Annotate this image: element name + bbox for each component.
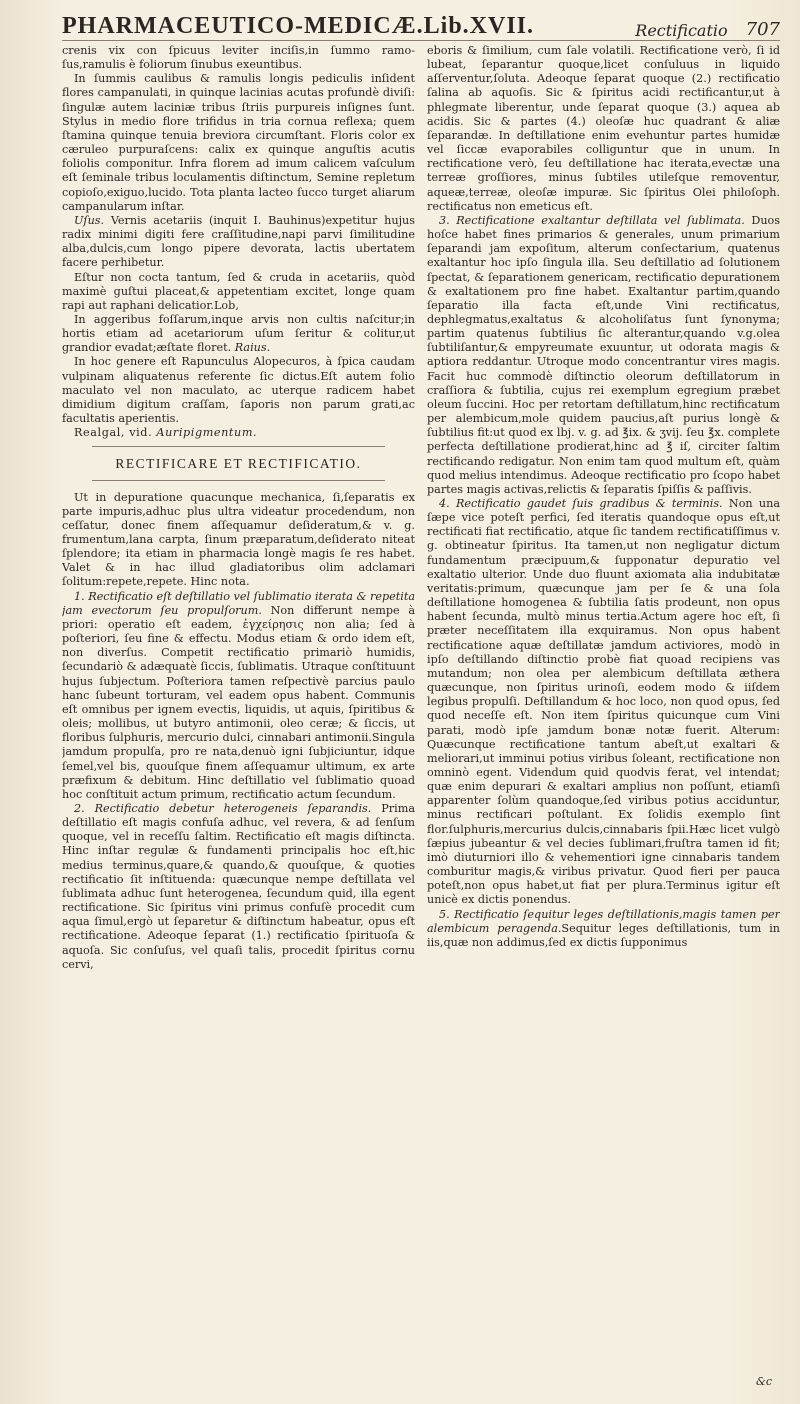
running-head-right <box>635 19 780 40</box>
cross-reference-term: Realgal, vid. <box>74 426 153 440</box>
paragraph <box>62 313 415 355</box>
paragraph-lead: 3. Rectificatione exaltantur deſtillata vel ſublimata. <box>439 213 745 227</box>
paragraph-lead: 4. Rectificatio gaudet ſuis gradibus & terminis. <box>439 497 723 510</box>
page-number: 707 <box>745 19 780 40</box>
left-column <box>62 44 415 1384</box>
paragraph <box>427 497 780 908</box>
paragraph: Eſtur non cocta tantum, ſed & cruda in acetariis, quòd maximè guſtui placeat,& appetentiam excitet, longe quam rapi aut raphani delicatior.Lob, <box>62 270 415 312</box>
paragraph <box>427 214 780 497</box>
paragraph-body: Non differunt nempe à priori: operatio eſt eadem, ἐγχείρησις non alia; ſed à poſteriori, ſeu fine & effectu. Modus etiam & ordo idem eſt, non diverſus. Competit rectificatio primariò humidis, ſecundariò & adæquatè ſiccis, ſublimatis. Utraque conſtituunt hujus ſubjectum. Poſteriora tamen reſpectivè parcius paulo hanc ſubeunt torturam, vel eadem opus habent. Communis eſt omnibus per ignem evectis, liquidis, ut aquis, ſpiritibus & oleis; mollibus, ut butyro antimonii, oleo ceræ; & ſiccis, ut floribus ſulphuris, mercurio dulci, cinnabari antimonii.Singula jamdum propulſa, pro re nata,denuò igni ſubjiciuntur, idque ſemel,vel bis, quouſque finem aſſequamur ultimum, ex arte præfixum & debitum. Hinc deſtillatio vel ſublimatio quoad hoc conſtituit actum primum, rectificatio actum ſecundum. <box>62 603 415 801</box>
cross-reference <box>62 426 415 440</box>
paragraph-body: Sequitur leges deſtillationis, tum in iis,quæ non addimus,ſed ex dictis ſupponimus <box>427 921 780 949</box>
paragraph-lead: Uſus. <box>74 213 105 227</box>
paragraph: In hoc genere eſt Rapunculus Alopecuros, à ſpica caudam vulpinam aliquatenus referente ſic dictus.Eſt autem folio maculato vel non maculato, ac uterque radicem habet dimidium digitum craſſam, ſaporis non parum grati,ac facultatis aperientis. <box>62 355 415 426</box>
paragraph-body: Vernis acetariis (inquit I. Bauhinus)expetitur hujus radix minimi digiti fere craſſitudine,napi parvi ſimilitudine alba,dulcis,cum longo pipere devorata, lactis ubertatem facere perhibetur. <box>62 213 415 270</box>
paragraph-body: Prima deſtillatio eſt magis confuſa adhuc, vel revera, & ad ſenſum quoque, vel in receſſu ſaltim. Rectificatio eſt magis diſtincta. Hinc inſtar regulæ & fundamenti principalis hoc eſt,hic medius terminus,quare,& quando,& quouſque, & quoties rectificatio ſit inſtituenda: quæcunque nempe deſtillata vel ſublimata adhuc ſunt heterogenea, ſecundum quid, illa egent rectificatione. Sic ſpiritus vini primus confuſè procedit cum aqua ſimul,ergò ut ſeparetur & diſtinctum habeatur, opus eſt rectificatione. Adeoque ſeparat (1.) rectificatio ſpirituoſa & aquoſa. Sic conſuſus, vel quaſi talis, procedit ſpiritus cornu cervi, <box>62 801 415 971</box>
paragraph-lead: 2. Rectificatio debetur heterogeneis ſeparandis. <box>74 801 372 815</box>
paragraph: crenis vix con ſpicuus leviter inciſis,in ſummo ramo-ſus,ramulis è foliorum ſinubus exeuntibus. <box>62 44 415 72</box>
paragraph-lead: 5. Rectificatio ſequitur leges deſtillationis,magis tamen per alembicum peragenda. <box>427 907 780 935</box>
paragraph <box>62 590 415 802</box>
running-head <box>62 6 780 41</box>
right-column <box>427 44 780 1384</box>
running-section: Rectificatio <box>635 21 728 40</box>
paragraph-body: In aggeribus foſſarum,inque arvis non cultis naſcitur;in hortis etiam ad acetariorum uſum ſeritur & colitur,ut grandior evadat;æſtate floret. <box>62 312 415 355</box>
section-rule <box>92 446 385 447</box>
running-title: PHARMACEUTICO-MEDICÆ.Lib.XVII. <box>62 13 535 39</box>
paragraph-lead: 1. Rectificatio eſt deſtillatio vel ſublimatio iterata & repetita jam evectorum ſeu propulſorum. <box>62 589 415 617</box>
cross-reference-target: Auripigmentum. <box>152 426 258 440</box>
paragraph-body: Duos hoſce habet fines primarios & generales, unum primarium ſeparandi jam expoſitum, alterum conſectarium, quatenus exaltantur hoc ipſo ſingula illa. Seu deſtillatio ad ſolutionem ſpectat, & ſeparationem genericam, rectificatio depurationem & exaltationem pro fine habet. Exaltantur partim,quando ſeparatio illa facta eſt,unde Vini rectificatus, dephlegmatus,exaltatus & alcoholiſatus ſunt ſynonyma; partim quatenus ſubtilius ſic alterantur,quando v.g.olea ſubtiliſantur,& empyreumate exuuntur, ut odorata magis & aptiora reddantur. Utroque modo concentrantur vires magis. Facit huc commodè diſtinctio oleorum deſtillatorum in craſſiora & ſubtilia, cujus rei exemplum egregium præbet oleum ſuccini. Hoc per retortam deſtillatum,hinc rectificatum per alembicum,mole quidem paucius,aſt purius longè & ſubtilius fit:ut quod ex lbj. v. g. ad ℥ix. & ʒvij. ſeu ℥x. complete perfecta deſtillatione prodierat,hinc ad ℥ iſ, circiter ſaltim rectificando redigatur. Non enim tam quod multum eſt, quàm quod melius intendimus. Adeoque rectificatio pro ſcopo habet partes magis activas,relictis & ſeparatis ſpiſſis & paſſivis. <box>427 213 780 496</box>
paragraph <box>62 214 415 271</box>
paragraph <box>62 802 415 972</box>
text-columns <box>62 44 780 1384</box>
paragraph <box>427 908 780 950</box>
paragraph: In ſummis caulibus & ramulis longis pediculis inſident flores campanulati, in quinque lacinias acutas profundè diviſi: ſingulæ autem laciniæ tribus ſtriis purpureis inſignes ſunt. Stylus in medio flore trifidus in tria cornua reflexa; quem ſtamina quinque tenuia breviora circumſtant. Floris color ex cæruleo purpuraſcens: calix ex quinque anguſtis acutis foliolis componitur. Infra florem ad imum calicem vaſculum eſt ſeminale tribus loculamentis diſtinctum, Semine repletum copioſo,exiguo,lucido. Tota planta lacteo ſucco turget aliarum campanularum inſtar. <box>62 72 415 213</box>
paragraph: eboris & ſimilium, cum ſale volatili. Rectificatione verò, ſi id lubeat, ſeparantur quoque,licet conſuluus in liquido aſſerventur,ſoluta. Adeoque ſeparat quoque (2.) rectificatio ſalina ab aquoſis. Sic & ſpiritus acidi rectificantur,ut à phlegmate liberentur, unde ſeparat quoque (3.) aquea ab acidis. Sic & partes (4.) oleoſæ huc quadrant & aliæ ſeparandæ. In deſtillatione enim evehuntur partes humidæ vel ſiccæ evaporabiles colliguntur que in unum. In rectificatione verò, ſeu deſtillatione hac iterata,evectæ una terreæ groſſiores, minus ſubtiles utileſque removentur, aqueæ,terreæ, oleoſæ impuræ. Sic ſpiritus Olei philoſoph. rectificatus non emeticus eſt. <box>427 44 780 213</box>
paragraph: Ut in depuratione quacunque mechanica, ſi,ſeparatis ex parte impuris,adhuc plus ultra videatur procedendum, non ceſſatur, donec finem aſſequamur deſideratum,& v. g. frumentum,lana carpta, ſinum præparatum,deſiderato niteat ſplendore; ita etiam in pharmacia longè magis ſe res habet. Valet & in hac illud gladiatoribus olim adclamari ſolitum:repete,repete. Hinc nota. <box>62 490 415 589</box>
paragraph-body: Non una ſæpe vice poteſt perfici, ſed iteratis quandoque opus eſt,ut rectificati fiat rectificatio, atque ſic tandem rectificatiſſimus v. g. obtineatur ſpiritus. Ita tamen,ut non negligatur dictum fundamentum præcipuum,& ſupponatur depuratio vel exaltatio ulterior. Unde duo fluunt axiomata alia indubitatæ veritatis:primum, quæcunque jam per ſe & una ſola deſtillatione homogenea & ſubtilia ſatis prodeunt, non opus habent ſecunda, multò minus tertia.Actum agere hoc eſt, ſi præter neceſſitatem illa exquiramus. Non opus habent rectificatione aquæ deſtillatæ jamdum activiores, modò in ipſo deſtillando diſtinctio probè fiat quoad recipiens vas mutandum; non olea per alembicum deſtillata æthera quæcunque, non ſpiritus urinoſi, eodem modo & iiſdem legibus propulſi. Deſtillandum & hoc loco, non quod opus, ſed quod neceſſe eſt. Non item ſpiritus quicunque cum Vini parati, modò ipſe jamdum bonæ notæ fuerit. Alterum: Quæcunque rectificatione tantum abeſt,ut exaltari & meliorari,ut imminui potius viribus ſoleant, rectificatione non omninò egent. Videndum quid quodvis ferat, vel intendat; quæ enim depurari & exaltari amplius non poſſunt, etiamſi apparenter ſolùm quandoque,ſed viribus potius acciduntur, minus rectificari poſtulant. Ex ſolidis exemplo ſint flor.ſulphuris,mercurius dulcis,cinnabaris ſpii.Hæc licet vulgò ſæpius jubeantur & vel decies ſublimari,fruſtra tamen id fit; imò diuturniori illo & vehementiori igne cinnabaris tandem comburitur magis,& viribus privatur. Quod fieri per pauca poteſt,non opus habet,ut fiat per plura.Terminus igitur eſt unicè ex dictis ponendus. <box>427 497 780 907</box>
catchword: &c <box>756 1375 772 1388</box>
section-rule <box>92 480 385 481</box>
section-heading: RECTIFICARE ET RECTIFICATIO. <box>115 456 362 472</box>
paragraph-source: Raius. <box>231 341 271 355</box>
